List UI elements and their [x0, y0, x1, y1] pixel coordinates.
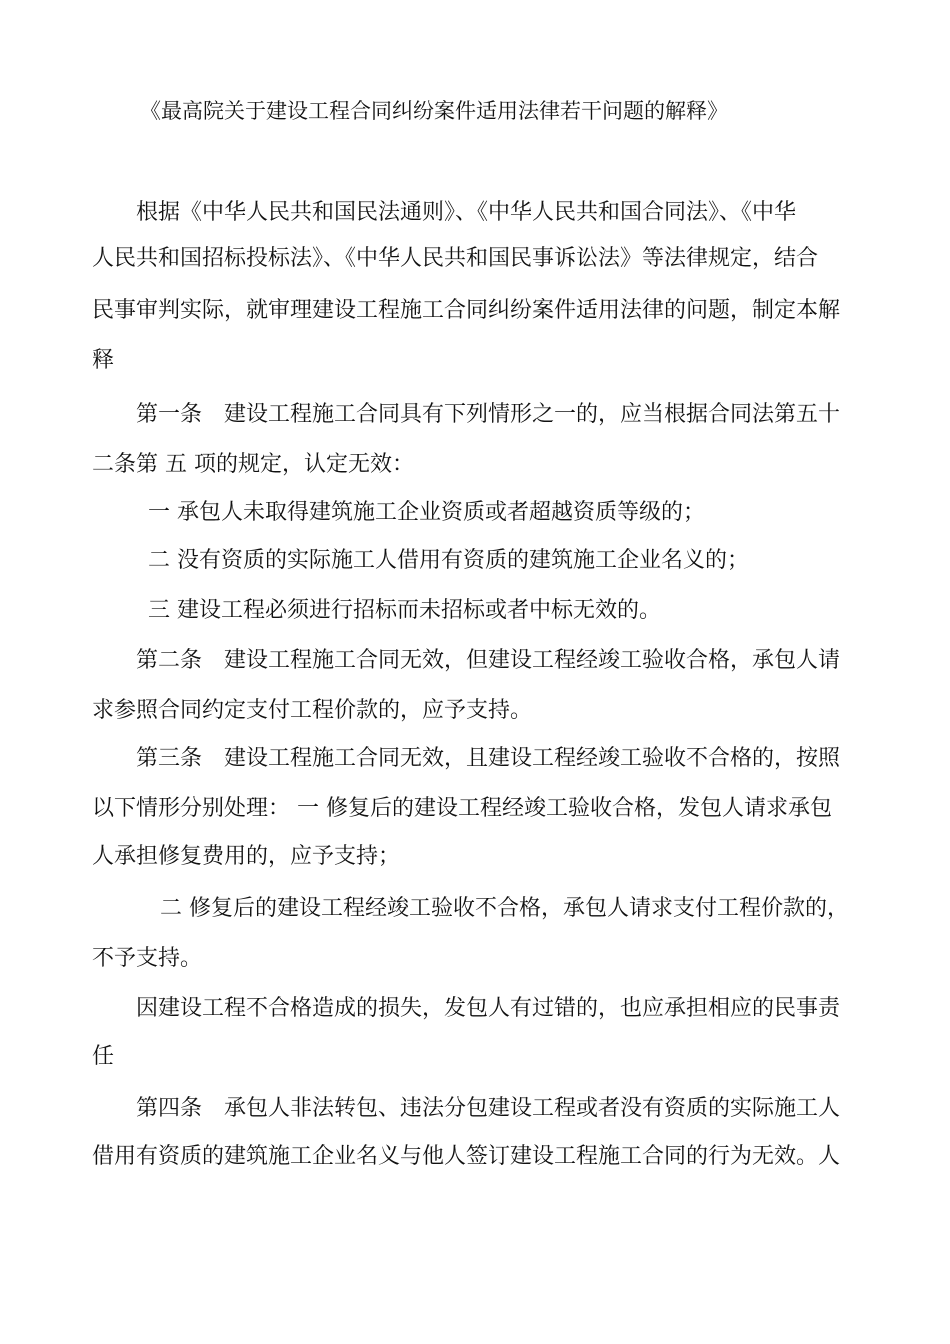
- article-1-text-1: 建设工程施工合同具有下列情形之一的，应当根据合同法第五十: [224, 402, 841, 427]
- article-3-item-2-line-1: 二 修复后的建设工程经竣工验收不合格，承包人请求支付工程价款的，: [160, 896, 849, 921]
- article-3-loss-line-2: 任: [92, 1044, 115, 1069]
- article-3-number: 第三条: [136, 746, 203, 771]
- article-3-text-3: 人承担修复费用的，应予支持；: [92, 844, 401, 869]
- article-4-number: 第四条: [136, 1096, 203, 1121]
- article-2-heading-line: [136, 646, 840, 676]
- article-3-item-2-line-2: 不予支持。: [92, 946, 203, 971]
- article-3-heading-line: [136, 744, 840, 774]
- preamble-line-2: 人民共和国招标投标法》、《中华人民共和国民事诉讼法》等法律规定，结合: [92, 246, 819, 271]
- preamble-line-4: 释: [92, 348, 115, 373]
- article-1-item-1: 一 承包人未取得建筑施工企业资质或者超越资质等级的；: [148, 500, 705, 525]
- article-3-loss-line-1: 因建设工程不合格造成的损失，发包人有过错的，也应承担相应的民事责: [136, 996, 841, 1021]
- article-3-text-1: 建设工程施工合同无效，且建设工程经竣工验收不合格的，按照: [224, 746, 841, 771]
- article-2-number: 第二条: [136, 648, 203, 673]
- article-4-text-1: 承包人非法转包、违法分包建设工程或者没有资质的实际施工人: [224, 1096, 841, 1121]
- preamble-line-1: 根据《中华人民共和国民法通则》、《中华人民共和国合同法》、《中华: [136, 200, 797, 225]
- article-1-text-2: 二条第 五 项的规定，认定无效：: [92, 452, 414, 477]
- article-1-item-3: 三 建设工程必须进行招标而未招标或者中标无效的。: [148, 598, 661, 623]
- article-1-item-2: 二 没有资质的实际施工人借用有资质的建筑施工企业名义的；: [148, 548, 749, 573]
- preamble-line-3: 民事审判实际，就审理建设工程施工合同纠纷案件适用法律的问题，制定本解: [92, 298, 841, 323]
- article-4-heading-line: [136, 1094, 840, 1124]
- article-3-text-2: 以下情形分别处理： 一 修复后的建设工程经竣工验收合格，发包人请求承包: [92, 796, 832, 821]
- document-title: 《最高院关于建设工程合同纠纷案件适用法律若干问题的解释》: [140, 99, 728, 123]
- article-2-text-2: 求参照合同约定支付工程价款的，应予支持。: [92, 698, 533, 723]
- article-1-heading-line: [136, 400, 840, 430]
- article-4-text-2: 借用有资质的建筑施工企业名义与他人签订建设工程施工合同的行为无效。人: [92, 1144, 841, 1169]
- article-2-text-1: 建设工程施工合同无效，但建设工程经竣工验收合格，承包人请: [224, 648, 841, 673]
- article-1-number: 第一条: [136, 402, 203, 427]
